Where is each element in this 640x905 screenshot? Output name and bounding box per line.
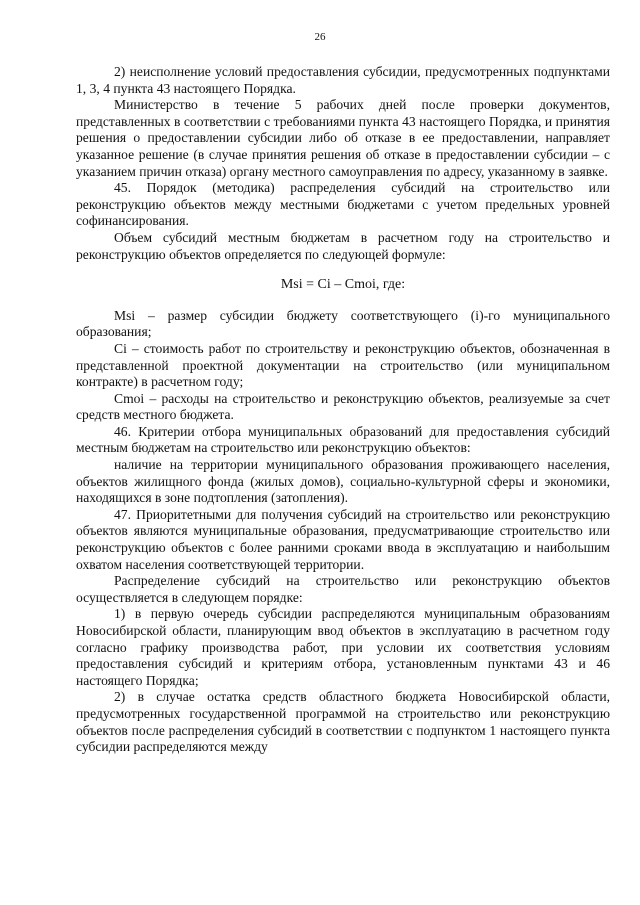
formula: Msi = Ci – Cmoi, где: xyxy=(280,277,406,293)
paragraph: 2) неисполнение условий предоставления субсидии, предусмотренных подпунктами 1, 3, 4 пункта 43 настоящего Порядка. xyxy=(76,64,610,96)
page-number: 26 xyxy=(314,31,326,43)
paragraph: Министерство в течение 5 рабочих дней после проверки документов, представленных в соответствии с требованиями пункта 43 настоящего Порядка, и принятия решения о предоставлении субсидии либо об отказе в ее предоставлении, направляет указанное решение (в случае принятия решения об отказе в предоставлении субсидии – с указанием причин отказа) органу местного самоуправления по адресу, указанному в заявке. xyxy=(76,97,610,179)
definition-ci: Ci – стоимость работ по строительству и реконструкцию объектов, обозначенная в представленной проектной документации на строительство (или муниципальном контракте) в расчетном году; xyxy=(76,340,610,390)
list-item: 2) в случае остатка средств областного бюджета Новосибирской области, предусмотренных государственной программой на строительство или реконструкцию объектов после распределения субсидий в соответствии с подпунктом 1 настоящего пункта субсидии распределяются между xyxy=(76,689,610,755)
document-body xyxy=(76,64,610,756)
paragraph-section-45: 45. Порядок (методика) распределения субсидий на строительство или реконструкцию объектов между местными бюджетами с учетом предельных уровней софинансирования. xyxy=(76,180,610,229)
list-item: 1) в первую очередь субсидии распределяются муниципальным образованиям Новосибирской области, планирующим ввод объектов в эксплуатацию в расчетном году согласно графику производства работ, при условии их соответствия условиям предоставления субсидий и критериям отбора, установленным пунктами 43 и 46 настоящего Порядка; xyxy=(76,606,610,688)
paragraph-section-47: 47. Приоритетными для получения субсидий на строительство или реконструкцию объектов являются муниципальные образования, предусматривающие строительство или реконструкцию объектов с более ранними сроками ввода в эксплуатацию и наибольшим охватом населения соответствующей территории. xyxy=(76,506,610,572)
definition-cmoi: Cmoi – расходы на строительство и реконструкцию объектов, реализуемые за счет средств местного бюджета. xyxy=(76,390,610,423)
paragraph-section-46: 46. Критерии отбора муниципальных образований для предоставления субсидий местным бюджетам на строительство или реконструкцию объектов: xyxy=(76,423,610,456)
paragraph: Объем субсидий местным бюджетам в расчетном году на строительство и реконструкцию объектов определяется по следующей формуле: xyxy=(76,229,610,262)
paragraph: наличие на территории муниципального образования проживающего населения, объектов жилищного фонда (жилых домов), социально-культурной сферы и экономики, находящихся в зоне подтопления (затопления). xyxy=(76,457,610,506)
paragraph: Распределение субсидий на строительство или реконструкцию объектов осуществляется в следующем порядке: xyxy=(76,573,610,605)
definition-msi: Msi – размер субсидии бюджету соответствующего (i)-го муниципального образования; xyxy=(76,307,610,340)
